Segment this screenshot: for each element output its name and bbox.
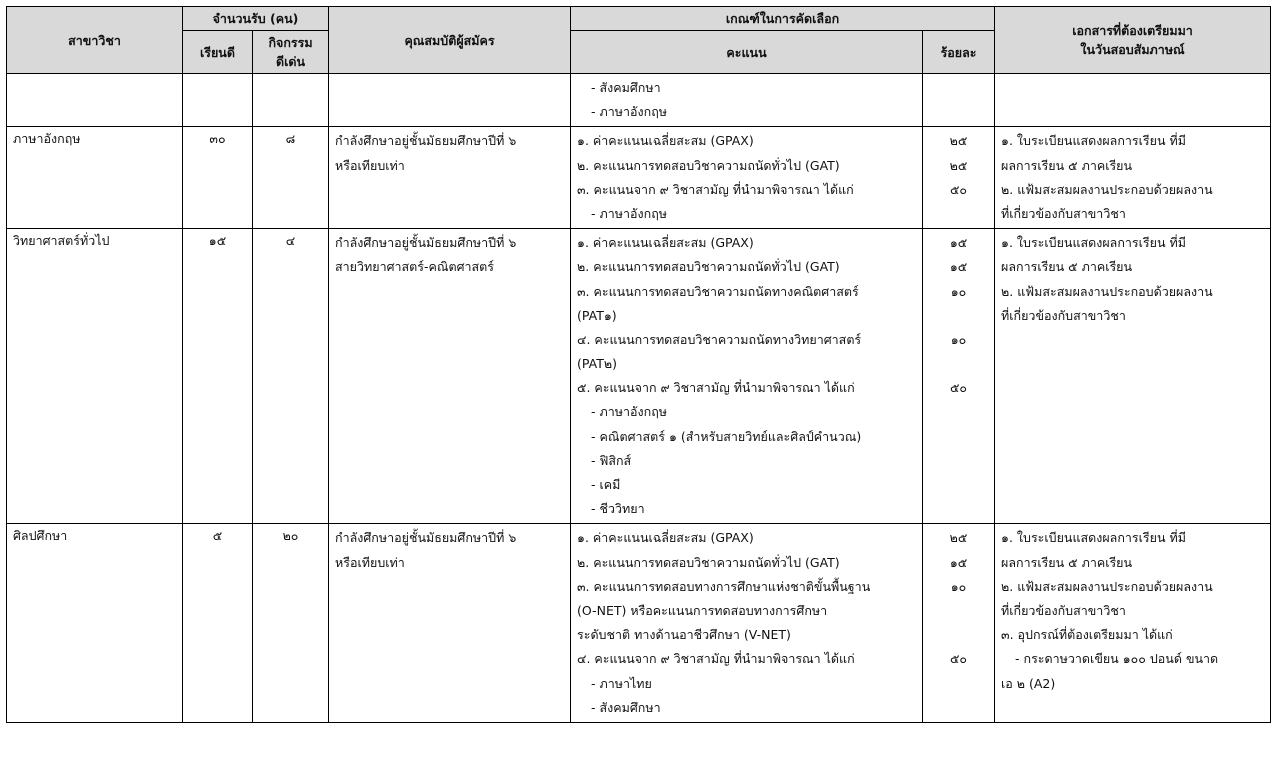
documents-cell bbox=[995, 524, 1271, 723]
percent-value: ๑๕ bbox=[949, 259, 968, 275]
document-line: ที่เกี่ยวข้องกับสาขาวิชา bbox=[1001, 205, 1126, 221]
percent-value bbox=[929, 696, 988, 720]
quota-grades-cell: ๑๕ bbox=[183, 229, 253, 524]
header-quota-activity bbox=[253, 31, 329, 74]
document-line: เอ ๒ (A2) bbox=[1001, 675, 1056, 691]
score-cell bbox=[571, 127, 923, 229]
document-line: ที่เกี่ยวข้องกับสาขาวิชา bbox=[1001, 602, 1126, 618]
header-quota-activity-line1: กิจกรรม bbox=[268, 35, 313, 50]
table-row bbox=[7, 524, 1271, 723]
quota-activity-cell: ๘ bbox=[253, 127, 329, 229]
document-line: ๒. แฟ้มสะสมผลงานประกอบด้วยผลงาน bbox=[1001, 181, 1213, 197]
score-line: - ฟิสิกส์ bbox=[591, 452, 632, 468]
score-line: ๓. คะแนนจาก ๙ วิชาสามัญ ที่นำมาพิจารณา ได้แก่ bbox=[577, 181, 854, 197]
percent-value bbox=[929, 202, 988, 226]
percent-cell bbox=[923, 524, 995, 723]
header-documents bbox=[995, 7, 1271, 74]
qualification-line: หรือเทียบเท่า bbox=[335, 554, 405, 570]
document-line: ๒. แฟ้มสะสมผลงานประกอบด้วยผลงาน bbox=[1001, 578, 1213, 594]
score-line: - ชีววิทยา bbox=[591, 501, 645, 517]
header-major: สาขาวิชา bbox=[7, 7, 183, 74]
document-line: ผลการเรียน ๕ ภาคเรียน bbox=[1001, 259, 1133, 275]
percent-cell bbox=[923, 127, 995, 229]
qualification-cell bbox=[329, 524, 571, 723]
score-line: ระดับชาติ ทางด้านอาชีวศึกษา (V-NET) bbox=[577, 627, 791, 643]
percent-value bbox=[929, 473, 988, 497]
percent-value: ๕๐ bbox=[949, 380, 968, 396]
percent-value bbox=[929, 623, 988, 647]
percent-value bbox=[929, 449, 988, 473]
score-line: ๒. คะแนนการทดสอบวิชาความถนัดทั่วไป (GAT) bbox=[577, 554, 840, 570]
percent-value: ๒๕ bbox=[949, 157, 968, 173]
header-quota-activity-line2: ดีเด่น bbox=[275, 54, 306, 69]
percent-value bbox=[929, 672, 988, 696]
continuation-grades-cell bbox=[183, 74, 253, 127]
percent-value bbox=[929, 352, 988, 376]
percent-value: ๒๕ bbox=[949, 133, 968, 149]
percent-value: ๕๐ bbox=[949, 651, 968, 667]
score-line: ๑. ค่าคะแนนเฉลี่ยสะสม (GPAX) bbox=[577, 133, 754, 149]
percent-value: ๑๐ bbox=[950, 331, 967, 347]
score-line: ๒. คะแนนการทดสอบวิชาความถนัดทั่วไป (GAT) bbox=[577, 259, 840, 275]
percent-value bbox=[929, 497, 988, 521]
major-cell: ภาษาอังกฤษ bbox=[7, 127, 183, 229]
qualification-cell bbox=[329, 127, 571, 229]
score-line: - ภาษาอังกฤษ bbox=[591, 205, 668, 221]
document-line: ๒. แฟ้มสะสมผลงานประกอบด้วยผลงาน bbox=[1001, 283, 1213, 299]
qualification-line: กำลังศึกษาอยู่ชั้นมัธยมศึกษาปีที่ ๖ bbox=[335, 235, 517, 251]
score-cell bbox=[571, 524, 923, 723]
continuation-major-cell bbox=[7, 74, 183, 127]
documents-cell bbox=[995, 229, 1271, 524]
document-line: - กระดาษวาดเขียน ๑๐๐ ปอนด์ ขนาด bbox=[1015, 651, 1219, 667]
quota-activity-cell: ๒๐ bbox=[253, 524, 329, 723]
document-line: ๑. ใบระเบียนแสดงผลการเรียน ที่มี bbox=[1001, 530, 1186, 546]
continuation-activity-cell bbox=[253, 74, 329, 127]
document-line: ที่เกี่ยวข้องกับสาขาวิชา bbox=[1001, 307, 1126, 323]
quota-activity-cell: ๔ bbox=[253, 229, 329, 524]
continuation-documents-cell bbox=[995, 74, 1271, 127]
documents-cell bbox=[995, 127, 1271, 229]
score-line: ๔. คะแนนจาก ๙ วิชาสามัญ ที่นำมาพิจารณา ได้แก่ bbox=[577, 651, 855, 667]
document-line: ๓. อุปกรณ์ที่ต้องเตรียมมา ได้แก่ bbox=[1001, 627, 1173, 643]
score-line: ๓. คะแนนการทดสอบทางการศึกษาแห่งชาติขั้นพื้นฐาน bbox=[577, 578, 871, 594]
score-line: (O-NET) หรือคะแนนการทดสอบทางการศึกษา bbox=[577, 602, 828, 618]
header-criteria-percent: ร้อยละ bbox=[923, 31, 995, 74]
continuation-qualification-cell bbox=[329, 74, 571, 127]
percent-cell bbox=[923, 229, 995, 524]
admission-criteria-table bbox=[6, 6, 1271, 723]
score-line: - ภาษาไทย bbox=[591, 675, 652, 691]
header-quota: จำนวนรับ (คน) bbox=[183, 7, 329, 31]
score-line: - ภาษาอังกฤษ bbox=[591, 104, 668, 120]
percent-value bbox=[929, 400, 988, 424]
document-line: ๑. ใบระเบียนแสดงผลการเรียน ที่มี bbox=[1001, 133, 1186, 149]
percent-value bbox=[929, 304, 988, 328]
document-line: ผลการเรียน ๕ ภาคเรียน bbox=[1001, 554, 1133, 570]
continuation-row bbox=[7, 74, 1271, 127]
score-line: ๓. คะแนนการทดสอบวิชาความถนัดทางคณิตศาสตร์ bbox=[577, 283, 859, 299]
percent-value: ๑๐ bbox=[950, 578, 967, 594]
score-line: - สังคมศึกษา bbox=[591, 699, 661, 715]
score-line: ๔. คะแนนการทดสอบวิชาความถนัดทางวิทยาศาสตร์ bbox=[577, 331, 862, 347]
percent-value: ๑๐ bbox=[950, 283, 967, 299]
score-line: - ภาษาอังกฤษ bbox=[591, 404, 668, 420]
continuation-percent-cell bbox=[923, 74, 995, 127]
qualification-line: สายวิทยาศาสตร์-คณิตศาสตร์ bbox=[335, 259, 495, 275]
percent-value: ๒๕ bbox=[949, 530, 968, 546]
header-qualification: คุณสมบัติผู้สมัคร bbox=[329, 7, 571, 74]
header-criteria-score: คะแนน bbox=[571, 31, 923, 74]
quota-grades-cell: ๕ bbox=[183, 524, 253, 723]
document-line: ผลการเรียน ๕ ภาคเรียน bbox=[1001, 157, 1133, 173]
score-line: ๕. คะแนนจาก ๙ วิชาสามัญ ที่นำมาพิจารณา ได้แก่ bbox=[577, 380, 855, 396]
score-line: - คณิตศาสตร์ ๑ (สำหรับสายวิทย์และศิลป์คำนวณ) bbox=[591, 428, 862, 444]
table-body bbox=[7, 74, 1271, 723]
table-header bbox=[7, 7, 1271, 74]
percent-value: ๑๕ bbox=[949, 235, 968, 251]
percent-value: ๑๕ bbox=[949, 554, 968, 570]
score-line: (PAT๒) bbox=[577, 356, 617, 372]
header-criteria: เกณฑ์ในการคัดเลือก bbox=[571, 7, 995, 31]
major-cell: วิทยาศาสตร์ทั่วไป bbox=[7, 229, 183, 524]
qualification-cell bbox=[329, 229, 571, 524]
qualification-line: หรือเทียบเท่า bbox=[335, 157, 405, 173]
header-quota-grades: เรียนดี bbox=[183, 31, 253, 74]
major-cell: ศิลปศึกษา bbox=[7, 524, 183, 723]
percent-value bbox=[929, 599, 988, 623]
document-line: ๑. ใบระเบียนแสดงผลการเรียน ที่มี bbox=[1001, 235, 1186, 251]
percent-value: ๕๐ bbox=[949, 181, 968, 197]
qualification-line: กำลังศึกษาอยู่ชั้นมัธยมศึกษาปีที่ ๖ bbox=[335, 133, 517, 149]
quota-grades-cell: ๓๐ bbox=[183, 127, 253, 229]
table-row bbox=[7, 127, 1271, 229]
header-documents-line1: เอกสารที่ต้องเตรียมมา bbox=[1072, 23, 1193, 38]
qualification-line: กำลังศึกษาอยู่ชั้นมัธยมศึกษาปีที่ ๖ bbox=[335, 530, 517, 546]
header-documents-line2: ในวันสอบสัมภาษณ์ bbox=[1080, 42, 1185, 57]
percent-value bbox=[929, 425, 988, 449]
score-line: ๒. คะแนนการทดสอบวิชาความถนัดทั่วไป (GAT) bbox=[577, 157, 840, 173]
score-cell bbox=[571, 229, 923, 524]
score-line: (PAT๑) bbox=[577, 307, 617, 323]
score-line: - เคมี bbox=[591, 477, 621, 492]
score-line: - สังคมศึกษา bbox=[591, 80, 661, 95]
score-line: ๑. ค่าคะแนนเฉลี่ยสะสม (GPAX) bbox=[577, 235, 754, 251]
score-line: ๑. ค่าคะแนนเฉลี่ยสะสม (GPAX) bbox=[577, 530, 754, 546]
table-row bbox=[7, 229, 1271, 524]
continuation-score-cell bbox=[571, 74, 923, 127]
